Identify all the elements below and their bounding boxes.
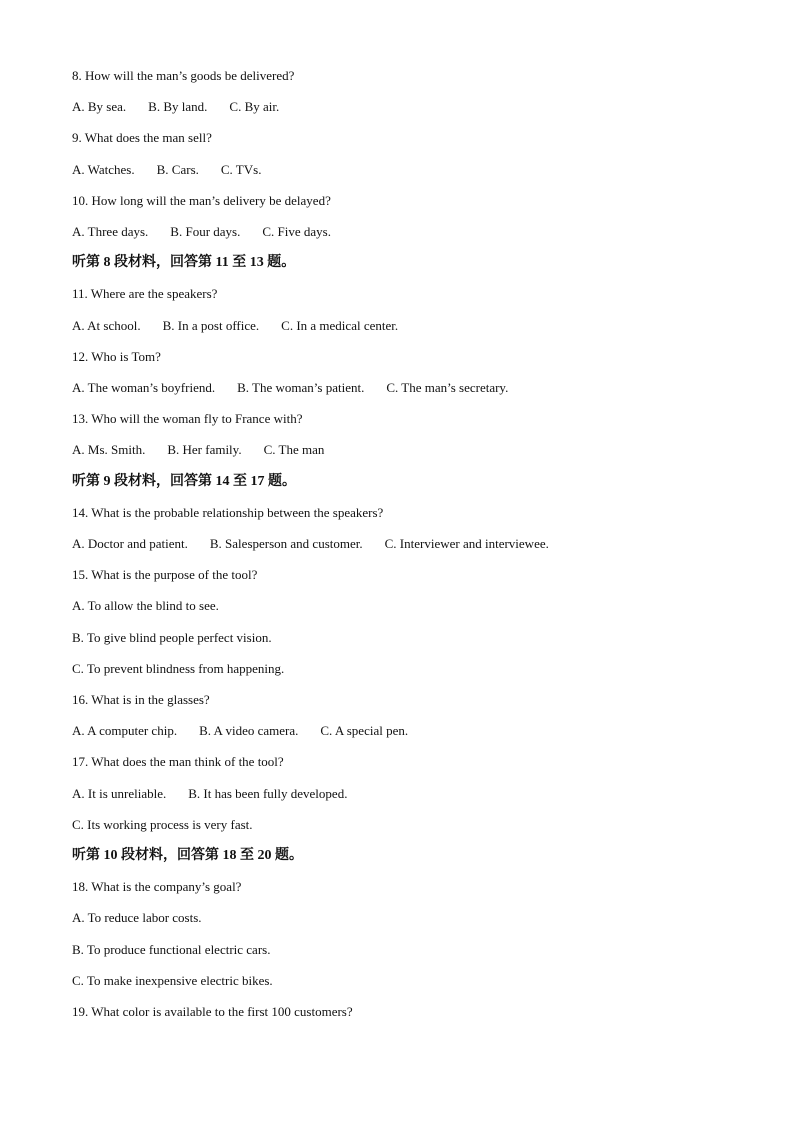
answer-option: A. Ms. Smith. [72,442,146,458]
answer-options-row [72,723,408,739]
answer-options-row [72,162,261,178]
answer-options-row [72,318,398,334]
answer-option: C. Five days. [262,224,331,239]
answer-option: A. By sea. [72,99,127,115]
answer-option: C. TVs. [220,161,262,177]
answer-option: A. At school. [72,317,141,333]
question-text: 19. What color is available to the first 100 customers? [72,1004,353,1019]
answer-option: B. The woman’s patient. [237,380,365,395]
answer-options-row [72,442,324,458]
answer-option: B. A video camera. [199,723,299,739]
answer-option: B. In a post office. [162,317,260,333]
answer-options-row [72,99,279,115]
answer-option: A. Watches. [72,161,135,177]
answer-option: C. Interviewer and interviewee. [384,536,549,551]
question-text: 17. What does the man think of the tool? [72,754,284,770]
answer-option: C. To prevent blindness from happening. [72,660,285,676]
question-text: 9. What does the man sell? [72,130,212,146]
question-text: 15. What is the purpose of the tool? [72,567,258,583]
answer-option: B. Four days. [170,224,241,239]
answer-option: B. Cars. [156,161,199,177]
section-heading: 听第 9 段材料，回答第 14 至 17 题。 [72,473,296,489]
answer-option: A. To allow the blind to see. [72,598,219,614]
answer-option: C. In a medical center. [281,317,399,333]
answer-option: A. It is unreliable. [72,785,167,801]
answer-option: B. Her family. [167,442,242,458]
question-text: 14. What is the probable relationship between the speakers? [72,504,384,520]
answer-option: A. A computer chip. [72,723,178,739]
answer-option: C. Its working process is very fast. [72,816,253,832]
answer-option: A. The woman’s boyfriend. [72,380,216,395]
question-text: 18. What is the company’s goal? [72,879,242,895]
answer-options-row [72,786,347,802]
answer-option: B. To produce functional electric cars. [72,941,271,957]
question-text: 8. How will the man’s goods be delivered? [72,68,295,83]
answer-option: C. A special pen. [320,723,409,739]
answer-option: B. Salesperson and customer. [209,536,363,551]
answer-option: C. The man [263,442,325,458]
answer-option: C. The man’s secretary. [386,380,509,395]
answer-options-row [72,380,508,396]
answer-option: B. By land. [148,99,208,115]
question-text: 10. How long will the man’s delivery be delayed? [72,192,331,208]
section-heading: 听第 10 段材料，回答第 18 至 20 题。 [72,848,303,863]
answer-option: A. Doctor and patient. [72,536,188,551]
question-text: 11. Where are the speakers? [72,286,218,302]
answer-option: C. To make inexpensive electric bikes. [72,972,273,988]
answer-option: C. By air. [229,99,280,115]
answer-options-row [72,224,331,240]
answer-options-row [72,536,549,552]
answer-option: B. It has been fully developed. [188,785,348,801]
question-text: 13. Who will the woman fly to France with? [72,411,303,427]
section-heading: 听第 8 段材料，回答第 11 至 13 题。 [72,255,296,271]
question-text: 16. What is in the glasses? [72,692,210,707]
answer-option: B. To give blind people perfect vision. [72,629,272,645]
answer-option: A. Three days. [72,224,149,239]
question-text: 12. Who is Tom? [72,348,161,364]
answer-option: A. To reduce labor costs. [72,910,202,926]
